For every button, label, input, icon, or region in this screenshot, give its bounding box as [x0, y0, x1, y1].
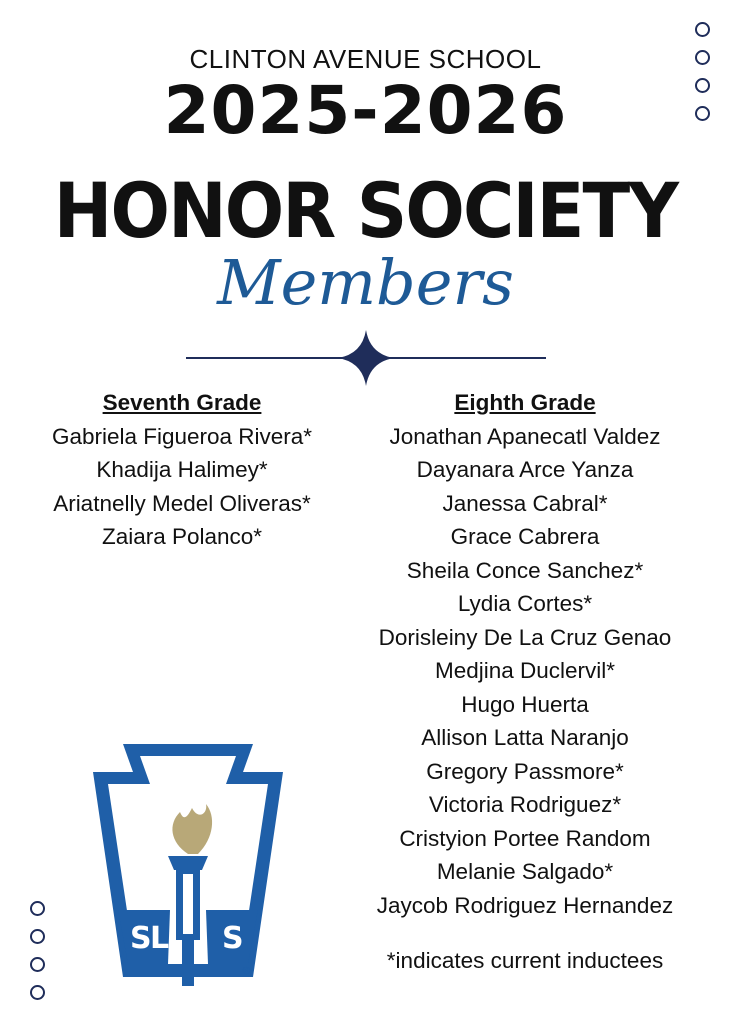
seventh-grade-heading: Seventh Grade	[102, 390, 262, 415]
list-item: Grace Cabrera	[450, 524, 600, 549]
school-name: CLINTON AVENUE SCHOOL	[189, 44, 542, 74]
seventh-grade-list	[14, 420, 350, 554]
circle-dot-icon	[695, 22, 710, 37]
list-item: Gabriela Figueroa Rivera*	[51, 423, 313, 449]
eighth-grade-heading: Eighth Grade	[454, 390, 596, 415]
page-subtitle: Members	[217, 246, 514, 319]
emblem-letter: L	[150, 921, 170, 956]
list-item: Victoria Rodriguez*	[428, 792, 622, 817]
list-item: Medjina Duclervil*	[434, 658, 616, 683]
eighth-grade-list	[345, 420, 705, 923]
inductee-footnote: *indicates current inductees	[386, 948, 664, 973]
list-item: Zaiara Polanco*	[101, 524, 263, 549]
registered-mark: ®	[241, 964, 252, 977]
decorative-dots-bottom	[30, 901, 45, 1000]
list-item: Dorisleiny De La Cruz Genao	[378, 624, 672, 650]
star-divider	[186, 330, 546, 386]
eighth-grade-column	[345, 386, 705, 922]
school-year: 2025-2026	[163, 72, 568, 149]
list-item: Melanie Salgado*	[436, 859, 614, 884]
list-item: Hugo Huerta	[461, 691, 589, 717]
list-item: Sheila Conce Sanchez*	[406, 557, 644, 583]
four-point-star-icon	[338, 330, 394, 386]
list-item: Cristyion Portee Random	[399, 825, 651, 851]
emblem-letter: S	[222, 921, 244, 956]
honor-society-emblem-icon	[88, 742, 288, 992]
list-item: Allison Latta Naranjo	[421, 725, 629, 750]
page-title: HONOR SOCIETY	[53, 166, 678, 255]
list-item: Dayanara Arce Yanza	[416, 457, 634, 482]
list-item: Jonathan Apanecatl Valdez	[389, 423, 661, 449]
emblem-letter: S	[130, 921, 152, 956]
list-item: Janessa Cabral*	[442, 490, 608, 516]
list-item: Lydia Cortes*	[457, 591, 593, 616]
list-item: Jaycob Rodriguez Hernandez	[376, 892, 674, 918]
list-item: Khadija Halimey*	[96, 457, 268, 482]
list-item: Ariatnelly Medel Oliveras*	[53, 490, 311, 516]
circle-dot-icon	[30, 901, 45, 916]
seventh-grade-column	[14, 386, 350, 554]
circle-dot-icon	[30, 929, 45, 944]
circle-dot-icon	[30, 957, 45, 972]
list-item: Gregory Passmore*	[426, 758, 624, 784]
circle-dot-icon	[30, 985, 45, 1000]
